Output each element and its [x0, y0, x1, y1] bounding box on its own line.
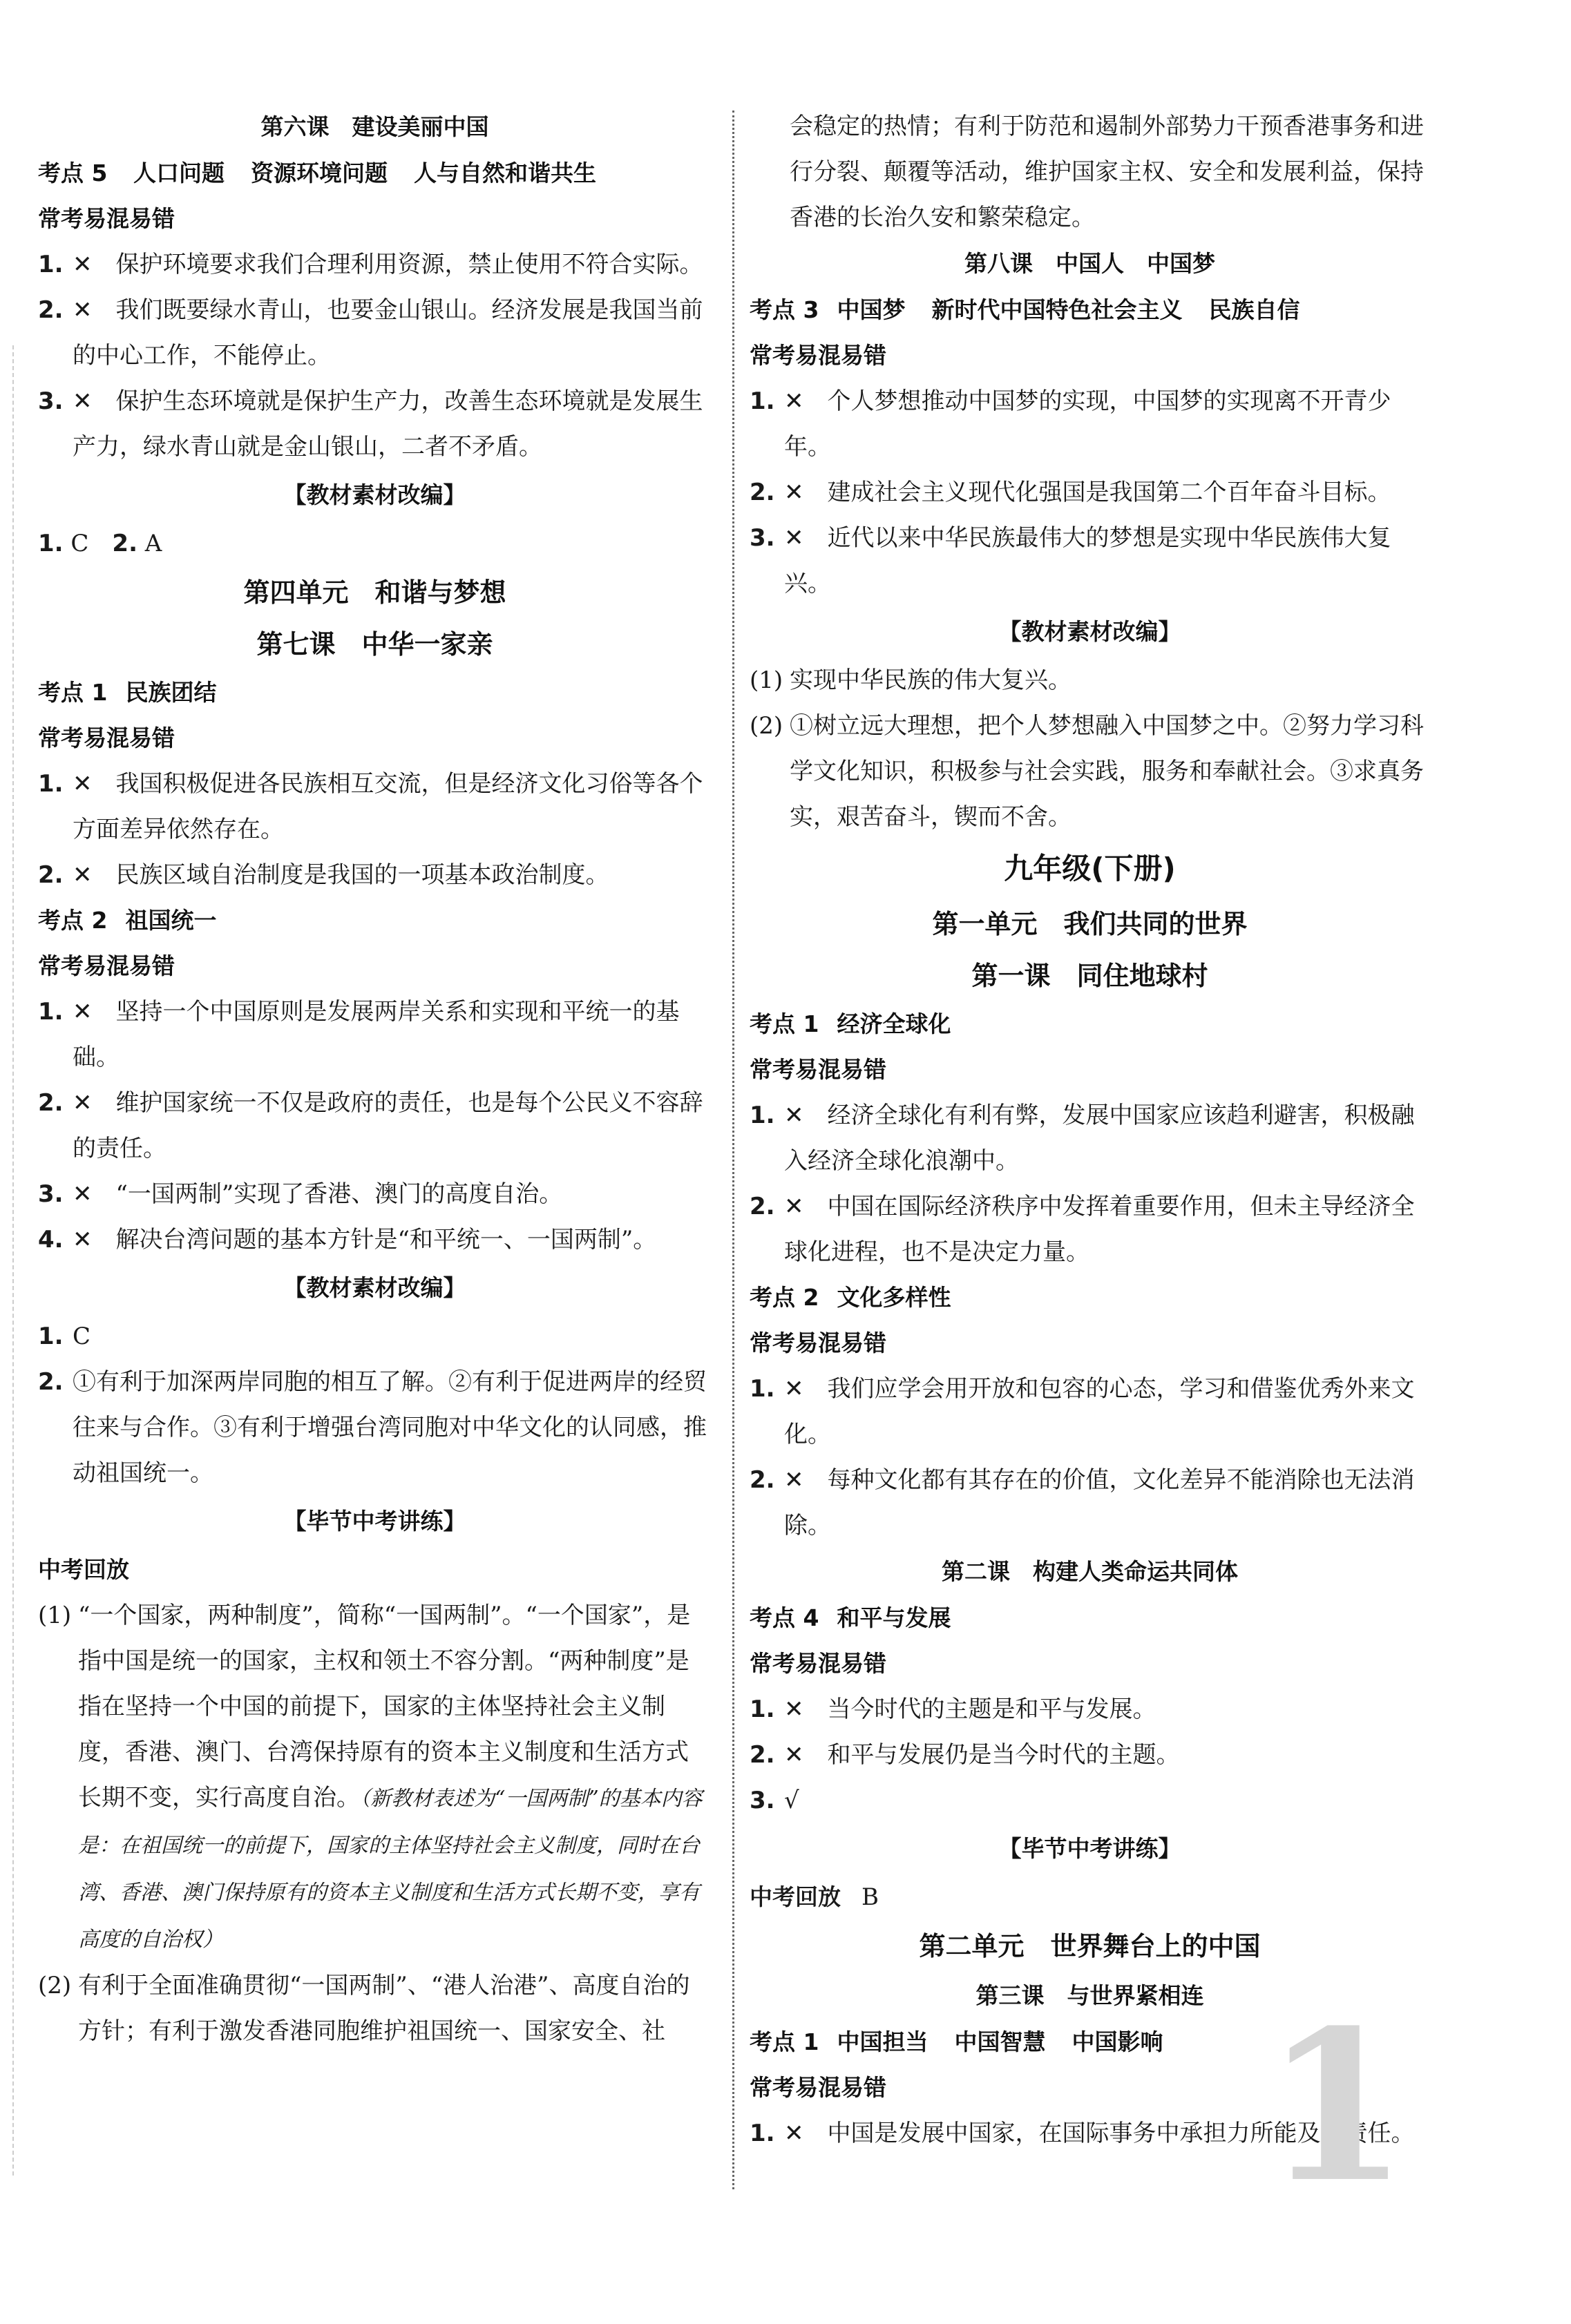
common-mistakes-label: 常考易混易错 — [38, 724, 175, 751]
common-mistakes-label: 常考易混易错 — [750, 2074, 886, 2101]
common-mistakes-label: 常考易混易错 — [750, 342, 886, 369]
lesson-3-title: 第三课 与世界紧相连 — [975, 1982, 1204, 2009]
kaodian-3-heading: 考点 3 中国梦 新时代中国特色社会主义 民族自信 — [750, 296, 1300, 323]
list-item: 1. C — [38, 1323, 91, 1350]
kaodian-number: 考点 5 — [38, 160, 108, 186]
unit-2-title: 第二单元 世界舞台上的中国 — [919, 1931, 1261, 1961]
common-mistakes-label: 常考易混易错 — [38, 205, 175, 232]
unit-1-title: 第一单元 我们共同的世界 — [932, 909, 1248, 939]
kaodian-2-heading: 考点 2 文化多样性 — [750, 1284, 951, 1311]
list-item: 2. ✕ 和平与发展仍是当今时代的主题。 — [750, 1741, 1180, 1769]
paragraph: (1) “一个国家，两种制度”，简称“一国两制”。“一个国家”，是指中国是统一的国家，主权和领土不容分割。“两种制度”是指在坚持一个中国的前提下，国家的主体坚持社会主义制度，香港、澳门、台湾保持原有的资本主义制度和生活方式长期不变，实行高度自治。（新教材表述为“一国两制”的基本内容是：在祖国统一的前提下，国家的主体坚持社会主义制度，同时在台湾、香港、澳门保持原有的资本主义制度和生活方式长期不变，享有高度的自治权） — [38, 1602, 703, 1952]
list-item: 1. ✕ 个人梦想推动中国梦的实现，中国梦的实现离不开青少年。 — [750, 387, 1391, 461]
kaodian-1-heading: 考点 1 中国担当 中国智慧 中国影响 — [750, 2028, 1163, 2055]
lesson-7-title: 第七课 中华一家亲 — [256, 629, 493, 660]
paragraph: (2) ①树立远大理想，把个人梦想融入中国梦之中。②努力学习科学文化知识，积极参与社会实践，服务和奉献社会。③求真务实，艰苦奋斗，锲而不舍。 — [750, 712, 1424, 831]
kaodian-1-heading: 考点 1 经济全球化 — [750, 1010, 951, 1037]
lesson-1-title: 第一课 同住地球村 — [971, 961, 1208, 991]
lesson-8-title: 第八课 中国人 中国梦 — [964, 250, 1215, 277]
common-mistakes-label: 常考易混易错 — [750, 1056, 886, 1083]
lesson-6-title: 第六课 建设美丽中国 — [260, 113, 489, 140]
lesson-2-title: 第二课 构建人类命运共同体 — [942, 1558, 1238, 1585]
column-divider — [732, 111, 734, 2189]
list-item: 3. ✕ 近代以来中华民族最伟大的梦想是实现中华民族伟大复兴。 — [750, 524, 1391, 597]
grade-title: 九年级(下册) — [1004, 852, 1176, 885]
list-item: 2. ✕ 每种文化都有其存在的价值，文化差异不能消除也无法消除。 — [750, 1466, 1415, 1539]
list-item: 1. ✕ 经济全球化有利有弊，发展中国家应该趋利避害，积极融入经济全球化浪潮中。 — [750, 1102, 1415, 1175]
textbook-material-label: 【教材素材改编】 — [283, 481, 466, 508]
list-item: 1. ✕ 当今时代的主题是和平与发展。 — [750, 1696, 1156, 1723]
list-item: 1. ✕ 中国是发展中国家，在国际事务中承担力所能及的责任。 — [750, 2120, 1415, 2147]
kaodian-topic: 人与自然和谐共生 — [413, 160, 596, 186]
bijie-exam-label: 【毕节中考讲练】 — [998, 1835, 1181, 1862]
paragraph: (1) 实现中华民族的伟大复兴。 — [750, 666, 1072, 694]
list-item: 2. ①有利于加深两岸同胞的相互了解。②有利于促进两岸的经贸往来与合作。③有利于增强台湾同胞对中华文化的认同感，推动祖国统一。 — [38, 1368, 707, 1487]
exam-review-line: 中考回放 B — [750, 1883, 879, 1911]
answer-line: 1. C 2. A — [38, 530, 162, 557]
list-item: 2. ✕ 民族区域自治制度是我国的一项基本政治制度。 — [38, 861, 609, 889]
list-item: 3. ✕ “一国两制”实现了香港、澳门的高度自治。 — [38, 1180, 563, 1208]
list-item: 2. ✕ 我们既要绿水青山，也要金山银山。经济发展是我国当前的中心工作，不能停止。 — [38, 296, 703, 369]
textbook-material-label: 【教材素材改编】 — [283, 1274, 466, 1301]
list-item: 2. ✕ 中国在国际经济秩序中发挥着重要作用，但未主导经济全球化进程，也不是决定力量。 — [750, 1193, 1415, 1266]
paragraph: (2) 有利于全面准确贯彻“一国两制”、“港人治港”、高度自治的方针；有利于激发香港同胞维护祖国统一、国家安全、社 — [38, 1972, 690, 2045]
right-column — [750, 104, 1430, 2156]
list-item: 1. ✕ 我们应学会用开放和包容的心态，学习和借鉴优秀外来文化。 — [750, 1375, 1415, 1448]
textbook-material-label: 【教材素材改编】 — [998, 618, 1181, 645]
kaodian-2-heading: 考点 2 祖国统一 — [38, 907, 217, 934]
kaodian-topic: 资源环境问题 — [250, 160, 388, 186]
list-item: 1. ✕ 保护环境要求我们合理利用资源，禁止使用不符合实际。 — [38, 251, 703, 278]
paragraph-continued: 会稳定的热情；有利于防范和遏制外部势力干预香港事务和进行分裂、颠覆等活动，维护国家主权、安全和发展利益，保持香港的长治久安和繁荣稳定。 — [790, 113, 1424, 231]
kaodian-topic: 人口问题 — [133, 160, 225, 186]
list-item: 4. ✕ 解决台湾问题的基本方针是“和平统一、一国两制”。 — [38, 1226, 657, 1254]
kaodian-5-heading — [38, 151, 712, 196]
page-edge-line — [12, 345, 14, 2176]
exam-review-label: 中考回放 — [38, 1556, 129, 1583]
list-item: 3. √ — [750, 1787, 799, 1814]
list-item: 2. ✕ 建成社会主义现代化强国是我国第二个百年奋斗目标。 — [750, 479, 1391, 506]
page-number: 1 — [1264, 1984, 1409, 2228]
bijie-exam-label: 【毕节中考讲练】 — [283, 1508, 466, 1535]
common-mistakes-label: 常考易混易错 — [38, 952, 175, 979]
common-mistakes-label: 常考易混易错 — [750, 1650, 886, 1677]
kaodian-1-heading: 考点 1 民族团结 — [38, 679, 217, 706]
list-item: 1. ✕ 我国积极促进各民族相互交流，但是经济文化习俗等各个方面差异依然存在。 — [38, 770, 703, 843]
kaodian-4-heading: 考点 4 和平与发展 — [750, 1604, 951, 1631]
list-item: 1. ✕ 坚持一个中国原则是发展两岸关系和实现和平统一的基础。 — [38, 998, 680, 1071]
list-item: 3. ✕ 保护生态环境就是保护生产力，改善生态环境就是发展生产力，绿水青山就是金山银山，二者不矛盾。 — [38, 387, 703, 461]
unit-4-title: 第四单元 和谐与梦想 — [243, 577, 506, 608]
left-column — [38, 104, 712, 2054]
list-item: 2. ✕ 维护国家统一不仅是政府的责任，也是每个公民义不容辞的责任。 — [38, 1089, 703, 1162]
note: （新教材表述为“一国两制”的基本内容是：在祖国统一的前提下，国家的主体坚持社会主义制度，同时在台湾、香港、澳门保持原有的资本主义制度和生活方式长期不变，享有高度的自治权） — [78, 1787, 703, 1952]
common-mistakes-label: 常考易混易错 — [750, 1329, 886, 1356]
